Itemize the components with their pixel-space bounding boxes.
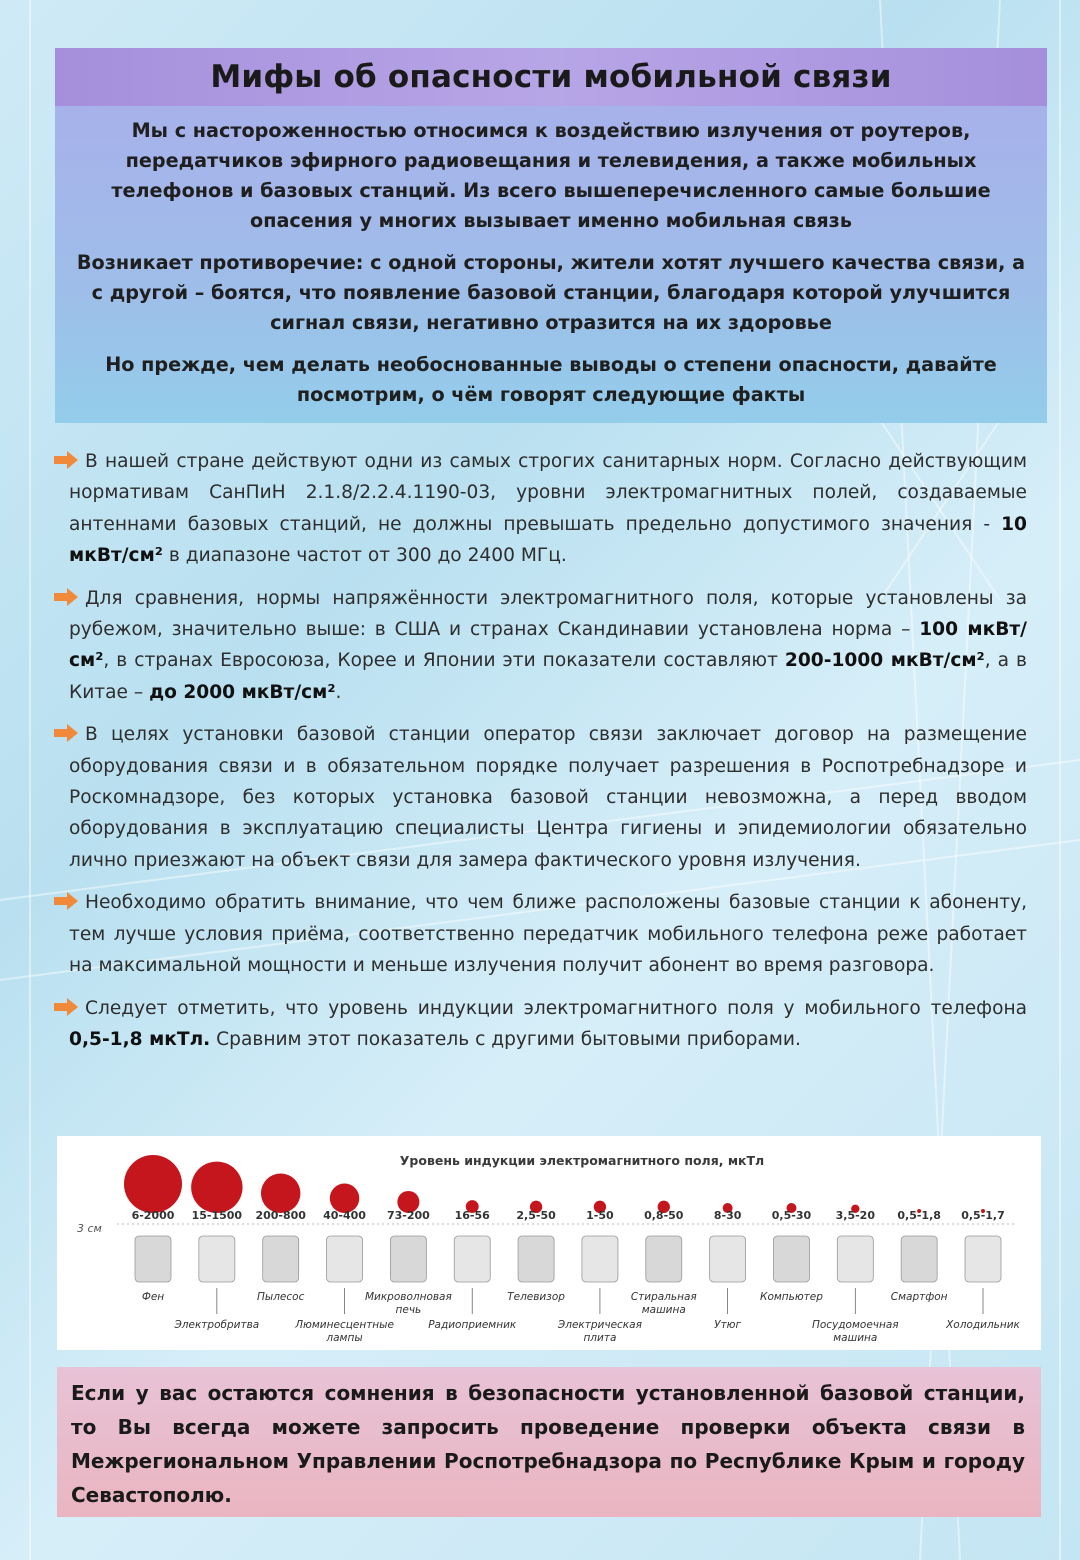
device-label: Холодильник (946, 1319, 1020, 1331)
intro-paragraph-1: Мы с настороженностью относимся к воздействию излучения от роутеров, передатчиков эфирного радиовещания и телевидения, а также мобильных телефонов и базовых станций. Из всего вышеперечисленного самые большие опасения у многих вызывает именно мобильная связь (111, 119, 991, 232)
device-label: Телевизор (507, 1291, 565, 1303)
device-icon (901, 1236, 937, 1282)
fact-5-text-c: Сравним этот показатель с другими бытовыми приборами. (210, 1028, 801, 1050)
device-label: Микроволновая (364, 1291, 452, 1303)
device-icon (454, 1236, 490, 1282)
device-icon (263, 1236, 299, 1282)
fact-4 (55, 887, 1027, 981)
fact-2-china-norm: до 2000 мкВт/см² (149, 681, 336, 703)
facts-list (55, 446, 1027, 1066)
fact-2 (55, 583, 1027, 709)
emf-bubble (261, 1174, 300, 1213)
device-label: машина (833, 1332, 878, 1344)
device-label: печь (395, 1304, 422, 1316)
fact-2-usa-norm: 100 мкВт/см² (69, 619, 1027, 672)
emf-infographic (57, 1136, 1041, 1350)
fact-1-norm: 10 мкВт/см² (69, 513, 1027, 567)
device-label: Фен (141, 1291, 165, 1303)
device-icon (965, 1236, 1001, 1282)
emf-bubble (124, 1155, 182, 1213)
arrow-right-icon (53, 998, 79, 1016)
device-icon (710, 1236, 746, 1282)
fact-2-text-c: , в странах Евросоюза, Корее и Японии эти показатели составляют (103, 650, 785, 672)
emf-range-label: 6-2000 (131, 1209, 175, 1222)
device-icon (390, 1236, 426, 1282)
arrow-right-icon (53, 588, 79, 606)
emf-chart (57, 1136, 1041, 1350)
emf-range-label: 0,5-1,7 (961, 1209, 1005, 1222)
device-label: Стиральная (630, 1291, 697, 1303)
fact-3 (55, 719, 1027, 876)
intro-paragraph-3: Но прежде, чем делать необоснованные выводы о степени опасности, давайте посмотрим, о чём говорят следующие факты (105, 353, 997, 406)
emf-range-label: 0,5-1,8 (897, 1209, 941, 1222)
device-icon (327, 1236, 363, 1282)
device-label: Люминесцентные (295, 1319, 394, 1331)
page-title: Мифы об опасности мобильной связи (210, 59, 892, 95)
emf-range-label: 8-30 (713, 1209, 742, 1222)
device-label: Электробритва (174, 1319, 260, 1331)
fact-2-text-g: . (335, 681, 342, 703)
fact-1 (55, 446, 1027, 572)
device-label: Электрическая (557, 1319, 642, 1331)
emf-range-label: 2,5-50 (516, 1209, 556, 1222)
fact-4-text: Необходимо обратить внимание, что чем ближе расположены базовые станции к абоненту, тем лучше условия приёма, соответственно передатчик мобильного телефона реже работает на максимальной мощности и меньше излучения получит абонент во время разговора. (69, 892, 1027, 977)
device-icon (518, 1236, 554, 1282)
device-label: Пылесос (257, 1291, 305, 1303)
fact-1-text-a: В нашей стране действуют одни из самых строгих санитарных норм. Согласно действующим нормативам СанПиН 2.1.8/2.2.4.1190-03, уровни электромагнитных полей, создаваемые антеннами базовых станций, не должны превышать предельно допустимого значения - (69, 451, 1027, 535)
device-label: Радиоприемник (428, 1319, 517, 1331)
distance-label: 3 см (77, 1222, 102, 1235)
device-icon (135, 1236, 171, 1282)
arrow-right-icon (53, 724, 79, 742)
device-label: Компьютер (759, 1291, 823, 1303)
intro-paragraph-2: Возникает противоречие: с одной стороны, жители хотят лучшего качества связи, а с другой – боятся, что появление базовой станции, благодаря которой улучшится сигнал связи, негативно отразится на их здоровье (76, 251, 1026, 334)
device-label: плита (583, 1332, 617, 1344)
emf-range-label: 3,5-20 (835, 1209, 875, 1222)
closing-box (57, 1367, 1041, 1517)
emf-range-label: 73-200 (386, 1209, 430, 1222)
fact-5-phone-value: 0,5-1,8 мкТл. (69, 1028, 211, 1050)
emf-range-label: 1-50 (586, 1209, 614, 1222)
fact-5 (55, 993, 1027, 1056)
chart-title: Уровень индукции электромагнитного поля, мкТл (399, 1153, 765, 1168)
device-icon (199, 1236, 235, 1282)
emf-range-label: 0,5-30 (771, 1209, 812, 1222)
device-icon (773, 1236, 809, 1282)
emf-range-label: 200-800 (255, 1209, 306, 1222)
fact-3-text: В целях установки базовой станции оператор связи заключает договор на размещение оборудования связи и в обязательном порядке получает разрешения в Роспотребнадзоре и Роскомнадзоре, без которых установка базовой станции невозможна, а перед вводом оборудования в эксплуатацию специалисты Центра гигиены и эпидемиологии обязательно лично приезжают на объект связи для замера фактического уровня излучения. (69, 724, 1027, 871)
device-icon (837, 1236, 873, 1282)
fact-2-text-a: Для сравнения, нормы напряжённости электромагнитного поля, которые установлены за рубежом, значительно выше: в США и странах Скандинавии установлена норма – (69, 587, 1027, 641)
fact-2-eu-norm: 200-1000 мкВт/см² (784, 650, 985, 672)
arrow-right-icon (53, 892, 79, 910)
emf-range-label: 16-56 (454, 1209, 490, 1222)
fact-1-text-c: в диапазоне частот от 300 до 2400 МГц. (162, 545, 567, 567)
title-bar (55, 48, 1047, 106)
closing-text: Если у вас остаются сомнения в безопасности установленной базовой станции, то Вы всегда можете запросить проведение проверки объекта связи в Межрегиональном Управлении Роспотребнадзора по Республике Крым и городу Севастополю. (71, 1381, 1025, 1507)
emf-range-label: 15-1500 (191, 1209, 243, 1222)
device-label: лампы (326, 1332, 363, 1344)
device-label: Посудомоечная (811, 1319, 899, 1331)
device-icon (582, 1236, 618, 1282)
device-label: машина (641, 1304, 686, 1316)
device-icon (646, 1236, 682, 1282)
emf-bubble (191, 1162, 242, 1213)
intro-box (55, 106, 1047, 423)
device-label: Утюг (714, 1319, 742, 1331)
emf-range-label: 40-400 (323, 1209, 366, 1222)
emf-range-label: 0,8-50 (644, 1209, 684, 1222)
device-label: Смартфон (890, 1291, 948, 1303)
arrow-right-icon (53, 451, 79, 469)
fact-2-text-e: , а в Китае – (69, 650, 1027, 703)
fact-5-text-a: Следует отметить, что уровень индукции электромагнитного поля у мобильного телефона (85, 997, 1027, 1019)
